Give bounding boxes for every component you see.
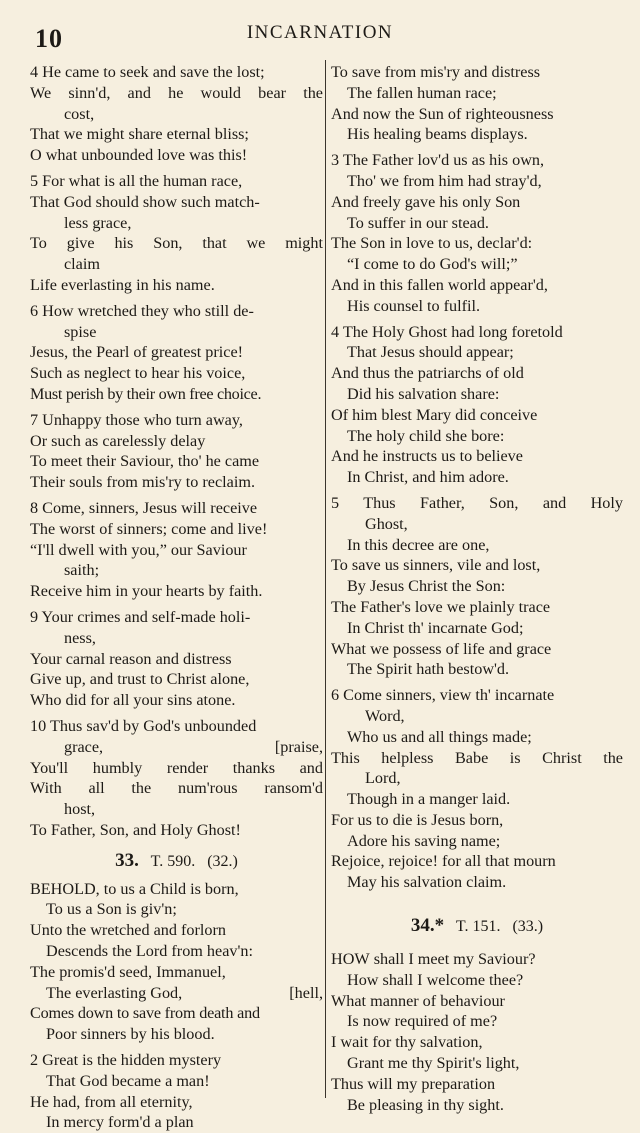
verse-line: Ghost, [365,514,408,533]
page-number: 10 [35,24,63,53]
hymn-reference: (32.) [207,852,238,870]
verse-line: What we possess of life and grace [331,639,552,658]
verse-line: Thus will my preparation [331,1074,496,1093]
verse-line: And freely gave his only Son [331,192,521,211]
verse-line: 9 Your crimes and self-made holi- [30,607,251,626]
verse-line: And in this fallen world appear'd, [331,275,548,294]
verse-line: O what unbounded love was this! [30,146,248,165]
stanza-9 [30,607,323,711]
verse-line: With all the num'rous ransom'd [30,779,323,798]
verse-line: Word, [365,706,405,725]
verse-line: Your carnal reason and distress [30,649,232,668]
verse-fragment: [hell, [289,983,323,1002]
right-column [331,62,623,1115]
verse-line [331,949,623,970]
verse-line: 4 He came to seek and save the lost; [30,63,265,81]
verse-line: Receive him in your hearts by faith. [30,582,263,601]
verse-fragment: shall I meet my Saviour? [373,950,536,969]
verse-line: Be pleasing in thy sight. [347,1095,504,1114]
verse-line: cost, [64,104,95,123]
verse-line: Grant me thy Spirit's light, [347,1054,520,1073]
hymn-heading-34 [331,915,623,937]
first-word: BEHOLD, [30,879,100,898]
stanza-4 [30,62,323,166]
left-column [30,62,323,1133]
verse-line: ness, [64,628,96,647]
verse-line: less grace, [64,213,132,232]
verse-line: Poor sinners by his blood. [46,1025,215,1044]
stanza-8 [30,498,323,602]
hymn-34-stanza-1 [331,949,623,1115]
verse-line: 5 Thus Father, Son, and Holy [331,493,623,512]
verse-line: 6 How wretched they who still de- [30,301,254,320]
verse-line: spise [64,322,97,341]
verse-line: That Jesus should appear; [347,343,514,362]
verse-line: Of him blest Mary did conceive [331,405,538,424]
stanza-6 [331,685,623,893]
verse-line: In Christ th' incarnate God; [347,618,524,637]
verse-line: To save us sinners, vile and lost, [331,556,541,575]
verse-line: The worst of sinners; come and live! [30,519,268,538]
stanza-10 [30,716,323,841]
verse-line: May his salvation claim. [347,873,507,892]
verse-line: Rejoice, rejoice! for all that mourn [331,852,556,871]
verse-line: You'll humbly render thanks and [30,758,323,777]
verse-line: The Son in love to us, declar'd: [331,234,533,253]
verse-line: claim [64,255,100,274]
verse-line: And he instructs us to believe [331,447,523,466]
verse-line: The fallen human race; [347,83,497,102]
verse-line: 2 Great is the hidden mystery [30,1051,222,1070]
verse-line: 4 The Holy Ghost had long foretold [331,322,563,341]
verse-line: Who us and all things made; [347,727,532,746]
verse-line: saith; [64,561,100,580]
verse-fragment: [praise, [274,737,323,756]
verse-line: Descends the Lord from heav'n: [46,942,253,961]
verse-line [30,983,323,1004]
verse-line: The Spirit hath bestow'd. [347,660,510,679]
verse-line: To save from mis'ry and distress [331,63,541,81]
hymn-number: 34.* [410,915,445,937]
verse-line: 7 Unhappy those who turn away, [30,410,243,429]
stanza-7 [30,410,323,493]
stanza-3 [331,150,623,316]
verse-line: “I'll dwell with you,” our Saviour [30,540,247,559]
verse-line: To give his Son, that we might [30,234,323,253]
verse-line: That we might share eternal bliss; [30,125,249,144]
verse-line: And now the Sun of righteousness [331,104,554,123]
stanza-5 [30,171,323,296]
verse-line: That God should show such match- [30,192,260,211]
verse-line: Did his salvation share: [347,384,500,403]
verse-line: His healing beams displays. [347,125,528,144]
verse-line: Is now required of me? [347,1012,498,1031]
stanza-6 [30,301,323,405]
verse-line: How shall I welcome thee? [347,970,524,989]
running-head: INCARNATION [246,22,394,43]
verse-line: In this decree are one, [347,535,490,554]
verse-line: We sinn'd, and he would bear the [30,83,323,102]
verse-line: The promis'd seed, Immanuel, [30,962,226,981]
hymn-33-stanza-1 [30,879,323,1045]
verse-line: Lord, [365,769,401,788]
verse-line: Their souls from mis'ry to reclaim. [30,473,255,492]
verse-line: Adore his saving name; [347,831,501,850]
verse-line: 8 Come, sinners, Jesus will receive [30,498,258,517]
verse-line: Such as neglect to hear his voice, [30,364,246,383]
verse-line: 3 The Father lov'd us as his own, [331,151,545,170]
verse-line: “I come to do God's will;” [347,255,518,274]
hymn-heading-33 [30,850,323,872]
verse-line: This helpless Babe is Christ the [331,748,623,767]
stanza-2-continued [331,62,623,145]
tune-number: T. 590. [150,852,196,870]
verse-line: 5 For what is all the human race, [30,171,243,190]
verse-fragment: to us a Child is born, [103,879,239,898]
verse-line: By Jesus Christ the Son: [347,577,506,596]
verse-line: What manner of behaviour [331,991,505,1010]
verse-line: 6 Come sinners, view th' incarnate [331,686,555,705]
verse-line: Must perish by their own free choice. [30,384,262,403]
hymn-number: 33. [115,849,139,871]
verse-line: Jesus, the Pearl of greatest price! [30,343,244,362]
verse-line: And thus the patriarchs of old [331,364,524,383]
verse-line: Give up, and trust to Christ alone, [30,670,250,689]
stanza-5 [331,493,623,680]
verse-line: He had, from all eternity, [30,1092,193,1111]
verse-line: To meet their Saviour, tho' he came [30,452,260,471]
verse-line: For us to die is Jesus born, [331,810,504,829]
verse-line: Unto the wretched and forlorn [30,921,226,940]
tune-number: T. 151. [455,918,501,936]
verse-line [30,879,323,900]
verse-line: To us a Son is giv'n; [46,900,177,919]
verse-line: Tho' we from him had stray'd, [347,171,542,190]
verse-line: Or such as carelessly delay [30,431,206,450]
verse-line: Life everlasting in his name. [30,275,215,294]
verse-fragment: The everlasting God, [46,983,183,1002]
verse-line: In Christ, and him adore. [347,468,509,487]
stanza-4 [331,322,623,488]
first-word: HOW [331,950,370,969]
verse-line: The Father's love we plainly trace [331,597,551,616]
verse-line: In mercy form'd a plan [46,1113,194,1132]
verse-fragment: grace, [64,737,104,756]
verse-line: Though in a manger laid. [347,790,511,809]
verse-line: That God became a man! [46,1071,210,1090]
verse-line [30,737,323,758]
verse-line: To suffer in our stead. [347,213,489,232]
column-divider [325,60,326,1098]
verse-line: 10 Thus sav'd by God's unbounded [30,716,257,735]
verse-line: host, [64,800,96,819]
verse-line: Comes down to save from death and [30,1004,260,1023]
verse-line: Who did for all your sins atone. [30,691,236,710]
verse-line: I wait for thy salvation, [331,1033,483,1052]
hymn-33-stanza-2 [30,1050,323,1133]
hymn-reference: (33.) [512,918,544,936]
verse-line: The holy child she bore: [347,426,505,445]
verse-line: His counsel to fulfil. [347,296,481,315]
verse-line: To Father, Son, and Holy Ghost! [30,820,241,839]
